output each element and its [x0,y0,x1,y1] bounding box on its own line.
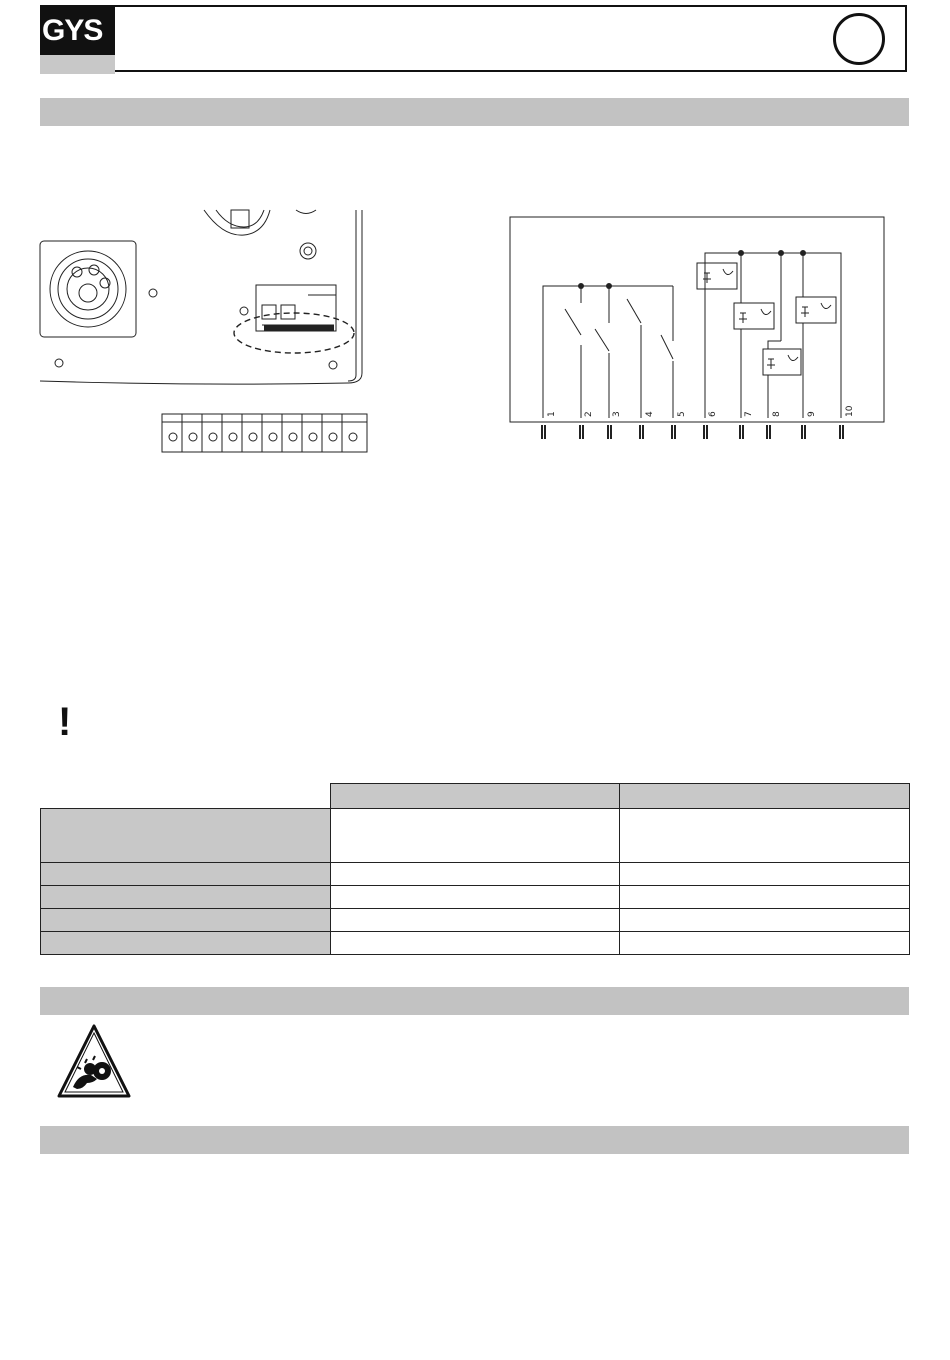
table-row [41,932,910,955]
section-header-2 [40,987,909,1015]
table-row [41,886,910,909]
terminal-label: 2 [584,411,594,417]
table-cell [41,886,331,909]
language-circle-icon [833,13,885,65]
terminal-label: 3 [612,411,622,417]
terminal-label: 10 [845,405,855,417]
table-header-cell [620,784,910,809]
table-cell [41,932,331,955]
wiring-schematic [505,213,890,445]
hand-crush-hazard-icon [57,1023,131,1099]
table-row [41,809,910,863]
table-cell [620,863,910,886]
page-header [40,5,907,72]
table-row [41,863,910,886]
table-cell [330,863,620,886]
table-header-cell [41,784,331,809]
table-cell [620,809,910,863]
terminal-label: 4 [645,411,655,417]
table-cell [41,809,331,863]
table-cell [330,932,620,955]
table-cell [330,886,620,909]
spec-table [40,783,910,955]
warning-exclamation-icon: ! [58,700,72,744]
table-cell [41,909,331,932]
section-header-3 [40,1126,909,1154]
table-cell [330,909,620,932]
terminal-strip-diagram [160,412,370,456]
table-header-row [41,784,910,809]
terminal-label: 1 [547,411,557,417]
terminal-label: 6 [708,411,718,417]
terminal-label: 7 [744,411,754,417]
terminal-label: 8 [772,411,782,417]
table-cell [620,886,910,909]
table-cell [41,863,331,886]
section-header-1 [40,98,909,126]
table-cell [620,932,910,955]
brand-logo-text: GYS [42,14,103,47]
table-row [41,909,910,932]
table-header-cell [330,784,620,809]
terminal-label: 5 [677,411,687,417]
table-cell [330,809,620,863]
logo-bar [40,55,115,74]
terminal-label: 9 [807,411,817,417]
table-cell [620,909,910,932]
